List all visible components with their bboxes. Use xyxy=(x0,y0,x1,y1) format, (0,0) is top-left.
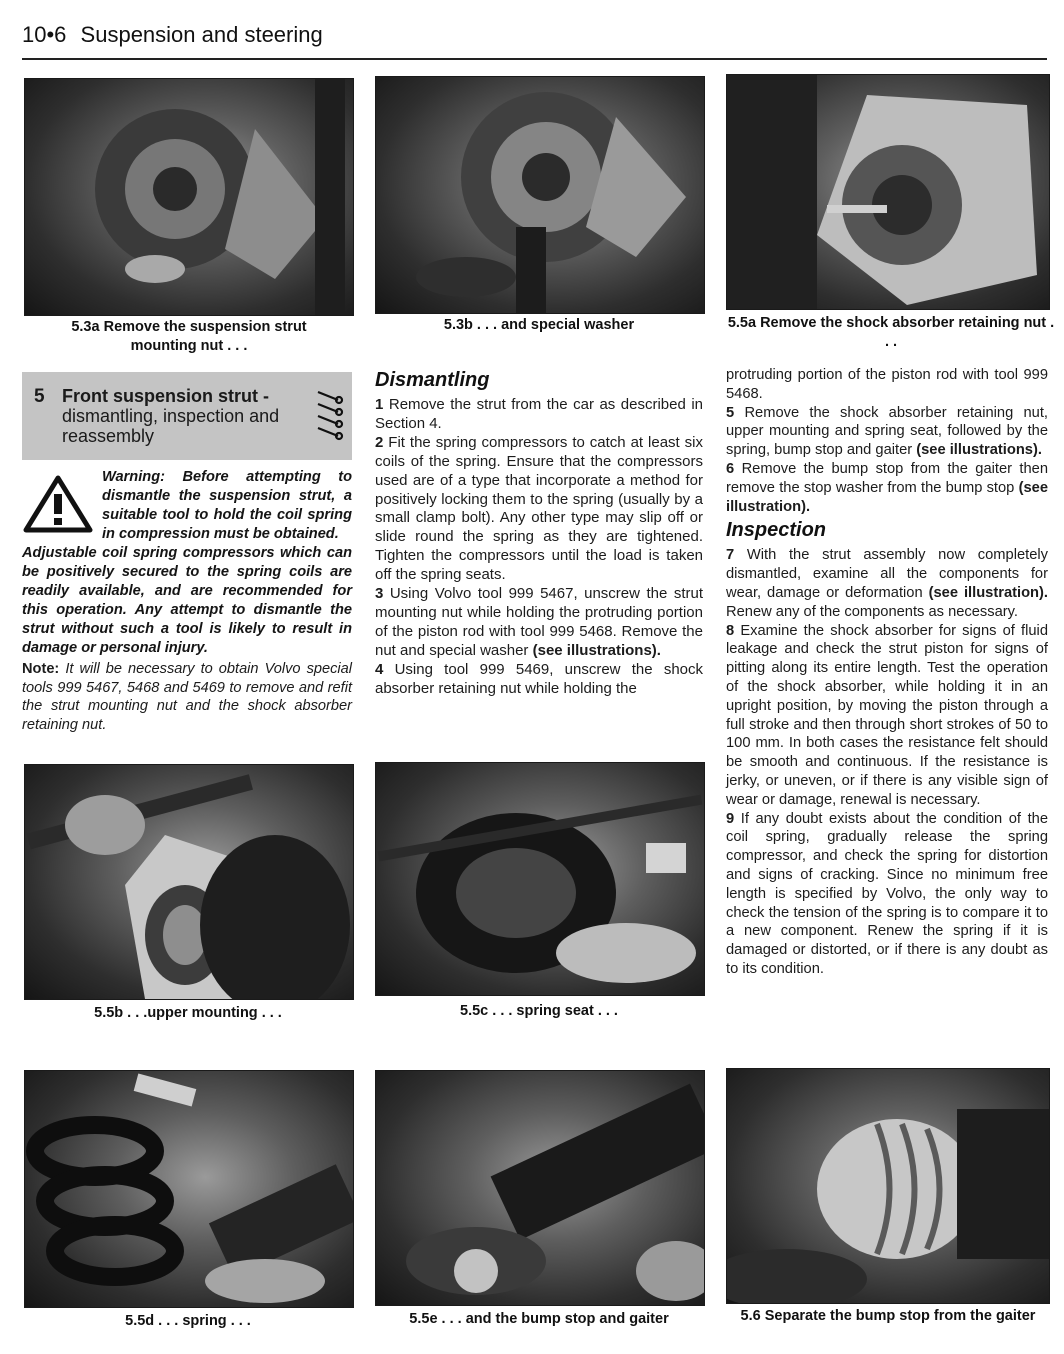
dismantling-column xyxy=(375,366,703,699)
photo-5-5b xyxy=(24,764,354,1000)
inspection-heading: Inspection xyxy=(726,519,827,542)
paragraph-9: 9 If any doubt exists about the condition of the coil spring, gradually release the spring compressor, and check the spring for distortion and signs of cracking. Since no minimum free length is specified by Volvo, the only way to check the tension of the spring is to compare it to a new component. Renew the spring if it is damaged or distorted, or if there is any doubt as to its condition. xyxy=(726,810,1048,977)
section-number: 5 xyxy=(34,386,45,407)
caption-5-5a: 5.5a Remove the shock absorber retaining nut . . . xyxy=(727,315,1055,350)
photo-5-6 xyxy=(726,1068,1050,1304)
section-subtitle: dismantling, inspection and reassembly xyxy=(62,406,280,446)
paragraph-5: 5 Remove the shock absorber retaining nut, upper mounting and spring seat, followed by the spring, bump stop and gaiter (see illustrations). xyxy=(726,404,1048,459)
paragraph-8: 8 Examine the shock absorber for signs of fluid leakage and check the strut piston for signs of pitting along its entire length. Test the operation of the shock absorber, while holding it in an upright position, by moving the piston through a full stroke and then through short strokes of 50 to 100 mm. In both cases the resistance felt should be smooth and continuous. If the resistance is jerky, or uneven, or if there is any visible sign of wear or damage, renewal is necessary. xyxy=(726,622,1048,808)
photo-5-5d xyxy=(24,1070,354,1308)
photo-5-5c xyxy=(375,762,705,996)
difficulty-spanner-icon xyxy=(314,384,344,450)
note-body: It will be necessary to obtain Volvo special tools 999 5467, 5468 and 5469 to remove and refit the strut mounting nut and the shock absorber retaining nut. xyxy=(22,661,352,733)
right-column xyxy=(726,366,1048,979)
caption-5-5d: 5.5d . . . spring . . . xyxy=(125,1313,251,1329)
section-heading xyxy=(62,386,302,446)
caption-5-6: 5.6 Separate the bump stop from the gaiter xyxy=(740,1308,1036,1324)
warning-text-full: Adjustable coil spring compressors which can be positively secured to the spring coils are readily available, and are recommended for this operation. Any attempt to dismantle the strut without such a tool is likely to result in damage or personal injury. xyxy=(22,545,352,656)
page-header xyxy=(22,22,323,48)
header-rule xyxy=(22,58,1047,60)
photo-5-3b xyxy=(375,76,705,314)
caption-5-3b: 5.3b . . . and special washer xyxy=(443,317,635,333)
caption-5-5b: 5.5b . . .upper mounting . . . xyxy=(94,1005,282,1021)
caption-5-5e: 5.5e . . . and the bump stop and gaiter xyxy=(409,1311,669,1327)
warning-label: Warning: xyxy=(102,469,165,485)
paragraph-4-continued: protruding portion of the piston rod with tool 999 5468. xyxy=(726,367,1048,402)
section-heading-box xyxy=(22,372,352,460)
caption-5-3a: 5.3a Remove the suspension strut mounting nut . . . xyxy=(71,319,307,354)
photo-5-5e xyxy=(375,1070,705,1306)
paragraph-4: 4 Using tool 999 5469, unscrew the shock absorber retaining nut while holding the xyxy=(375,660,704,697)
paragraph-2: 2 Fit the spring compressors to catch at least six coils of the spring. Ensure that the compressors used are of a type that incorporate a method for positively locking them to the spring (usually by a small clamp bolt). Any other type may slip off or slide round the spring as they are tightened. Tighten the compressors until the load is taken off the spring seats. xyxy=(375,433,703,584)
photo-5-3a xyxy=(24,78,354,316)
paragraph-6: 6 Remove the bump stop from the gaiter then remove the stop washer from the bump stop (see illustration). xyxy=(726,460,1048,515)
chapter-title: Suspension and steering xyxy=(80,22,323,47)
photo-5-5a xyxy=(726,74,1050,310)
paragraph-7: 7 With the strut assembly now completely dismantled, examine all the components for wear, damage or deformation (see illustration). Renew any of the components as necessary. xyxy=(726,547,1048,620)
note-text xyxy=(22,660,352,734)
note-label: Note: xyxy=(22,661,60,677)
dismantling-heading: Dismantling xyxy=(375,369,490,391)
paragraph-1: 1 Remove the strut from the car as described in Section 4. xyxy=(375,396,704,432)
warning-text-indented: Before attempting to dismantle the suspension strut, a suitable tool to hold the coil spring in compression must be obtained. xyxy=(102,469,352,542)
paragraph-3: 3 Using Volvo tool 999 5467, unscrew the strut mounting nut while holding the protruding portion of the piston rod with tool 999 5468. Remove the nut and special washer (see illustrations). xyxy=(375,585,703,659)
page-number: 10•6 xyxy=(22,22,67,47)
caption-5-5c: 5.5c . . . spring seat . . . xyxy=(460,1003,618,1019)
warning-text xyxy=(22,468,352,658)
section-title: Front suspension strut - xyxy=(62,386,269,406)
